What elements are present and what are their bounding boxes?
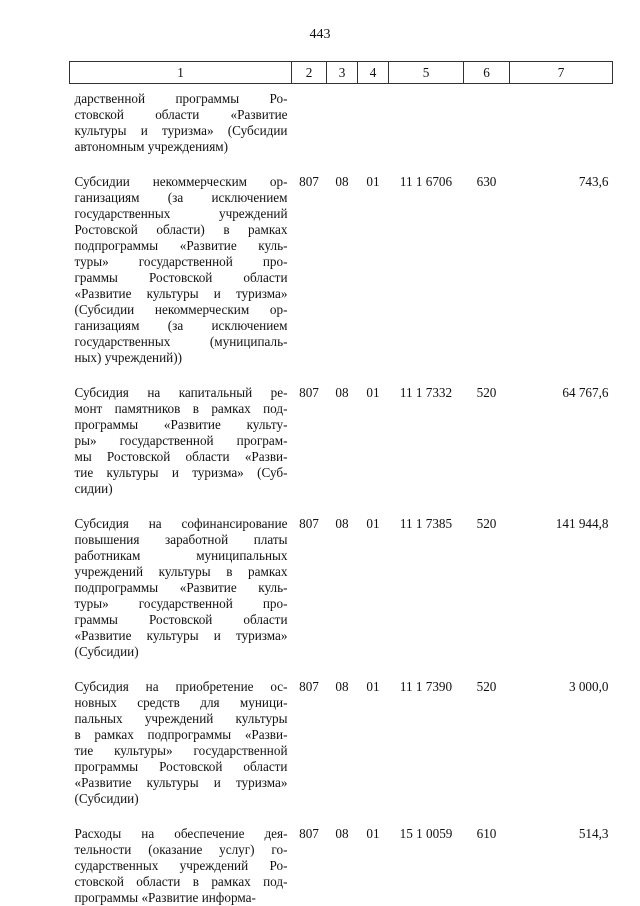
table-row	[70, 807, 613, 906]
table-row	[70, 366, 613, 497]
expense-type: 630	[464, 155, 510, 366]
header-col-7: 7	[510, 62, 613, 84]
subsection-code: 01	[358, 366, 389, 497]
description-line: (Субсидии)	[75, 791, 288, 807]
expense-type	[464, 84, 510, 156]
section-code: 08	[327, 497, 358, 660]
description-line: «Развитие культуры и туризма»	[75, 775, 288, 791]
ministry-code: 807	[292, 660, 327, 807]
description-line: программы «Развитие культу-	[75, 417, 288, 433]
subsection-code: 01	[358, 807, 389, 906]
target-article: 11 1 7390	[389, 660, 464, 807]
description-line: сударственных учреждений Ро-	[75, 858, 288, 874]
description-line: Субсидия на приобретение ос-	[75, 679, 288, 695]
subsection-code: 01	[358, 660, 389, 807]
section-code: 08	[327, 660, 358, 807]
expense-type: 520	[464, 366, 510, 497]
ministry-code: 807	[292, 366, 327, 497]
section-code: 08	[327, 807, 358, 906]
description-line: ганизациям (за исключением	[75, 190, 288, 206]
section-code	[327, 84, 358, 156]
description-line: стовской области «Развитие	[75, 107, 288, 123]
row-description	[70, 660, 292, 807]
amount: 141 944,8	[510, 497, 613, 660]
description-line: программы Ростовской области	[75, 759, 288, 775]
description-line: подпрограммы «Развитие куль-	[75, 580, 288, 596]
header-col-5: 5	[389, 62, 464, 84]
description-line: «Развитие культуры и туризма»	[75, 628, 288, 644]
section-code: 08	[327, 155, 358, 366]
description-line: Ростовской области) в рамках	[75, 222, 288, 238]
target-article: 15 1 0059	[389, 807, 464, 906]
description-line: мы Ростовской области «Разви-	[75, 449, 288, 465]
description-line: ных) учреждений))	[75, 350, 288, 366]
target-article: 11 1 6706	[389, 155, 464, 366]
amount: 3 000,0	[510, 660, 613, 807]
description-line: ры» государственной програм-	[75, 433, 288, 449]
description-line: тельности (оказание услуг) го-	[75, 842, 288, 858]
amount	[510, 84, 613, 156]
description-line: туры» государственной про-	[75, 254, 288, 270]
description-line: тие культуры» государственной	[75, 743, 288, 759]
section-code: 08	[327, 366, 358, 497]
description-line: монт памятников в рамках под-	[75, 401, 288, 417]
header-col-4: 4	[358, 62, 389, 84]
row-description	[70, 807, 292, 906]
table-row	[70, 155, 613, 366]
header-row	[70, 62, 613, 84]
description-line: туры» государственной про-	[75, 596, 288, 612]
subsection-code: 01	[358, 155, 389, 366]
description-line: Субсидия на софинансирование	[75, 516, 288, 532]
description-line: работникам муниципальных	[75, 548, 288, 564]
description-line: пальных учреждений культуры	[75, 711, 288, 727]
subsection-code	[358, 84, 389, 156]
header-col-1: 1	[70, 62, 292, 84]
expense-type: 520	[464, 660, 510, 807]
ministry-code: 807	[292, 807, 327, 906]
description-line: учреждений культуры в рамках	[75, 564, 288, 580]
target-article: 11 1 7385	[389, 497, 464, 660]
row-description	[70, 155, 292, 366]
description-line: автономным учреждениям)	[75, 139, 288, 155]
header-col-3: 3	[327, 62, 358, 84]
row-description	[70, 366, 292, 497]
description-line: тие культуры и туризма» (Суб-	[75, 465, 288, 481]
description-line: Субсидия на капитальный ре-	[75, 385, 288, 401]
target-article: 11 1 7332	[389, 366, 464, 497]
description-line: граммы Ростовской области	[75, 270, 288, 286]
description-line: государственных (муниципаль-	[75, 334, 288, 350]
description-line: повышения заработной платы	[75, 532, 288, 548]
description-line: государственных учреждений	[75, 206, 288, 222]
expense-type: 520	[464, 497, 510, 660]
description-line: Расходы на обеспечение дея-	[75, 826, 288, 842]
ministry-code: 807	[292, 155, 327, 366]
description-line: программы «Развитие информа-	[75, 890, 288, 906]
description-line: ганизациям (за исключением	[75, 318, 288, 334]
table-body	[70, 84, 613, 906]
page-number: 443	[0, 27, 640, 43]
description-line: в рамках подпрограммы «Разви-	[75, 727, 288, 743]
row-description	[70, 497, 292, 660]
description-line: (Субсидии)	[75, 644, 288, 660]
description-line: новных средств для муници-	[75, 695, 288, 711]
description-line: культуры и туризма» (Субсидии	[75, 123, 288, 139]
amount: 64 767,6	[510, 366, 613, 497]
subsection-code: 01	[358, 497, 389, 660]
table-row	[70, 497, 613, 660]
description-line: граммы Ростовской области	[75, 612, 288, 628]
table-row	[70, 84, 613, 156]
ministry-code	[292, 84, 327, 156]
amount: 514,3	[510, 807, 613, 906]
budget-table	[69, 61, 613, 906]
description-line: Субсидии некоммерческим ор-	[75, 174, 288, 190]
table-row	[70, 660, 613, 807]
description-line: сидии)	[75, 481, 288, 497]
target-article	[389, 84, 464, 156]
amount: 743,6	[510, 155, 613, 366]
header-col-6: 6	[464, 62, 510, 84]
description-line: дарственной программы Ро-	[75, 91, 288, 107]
header-col-2: 2	[292, 62, 327, 84]
description-line: «Развитие культуры и туризма»	[75, 286, 288, 302]
description-line: подпрограммы «Развитие куль-	[75, 238, 288, 254]
description-line: стовской области в рамках под-	[75, 874, 288, 890]
description-line: (Субсидии некоммерческим ор-	[75, 302, 288, 318]
expense-type: 610	[464, 807, 510, 906]
row-description	[70, 84, 292, 156]
ministry-code: 807	[292, 497, 327, 660]
